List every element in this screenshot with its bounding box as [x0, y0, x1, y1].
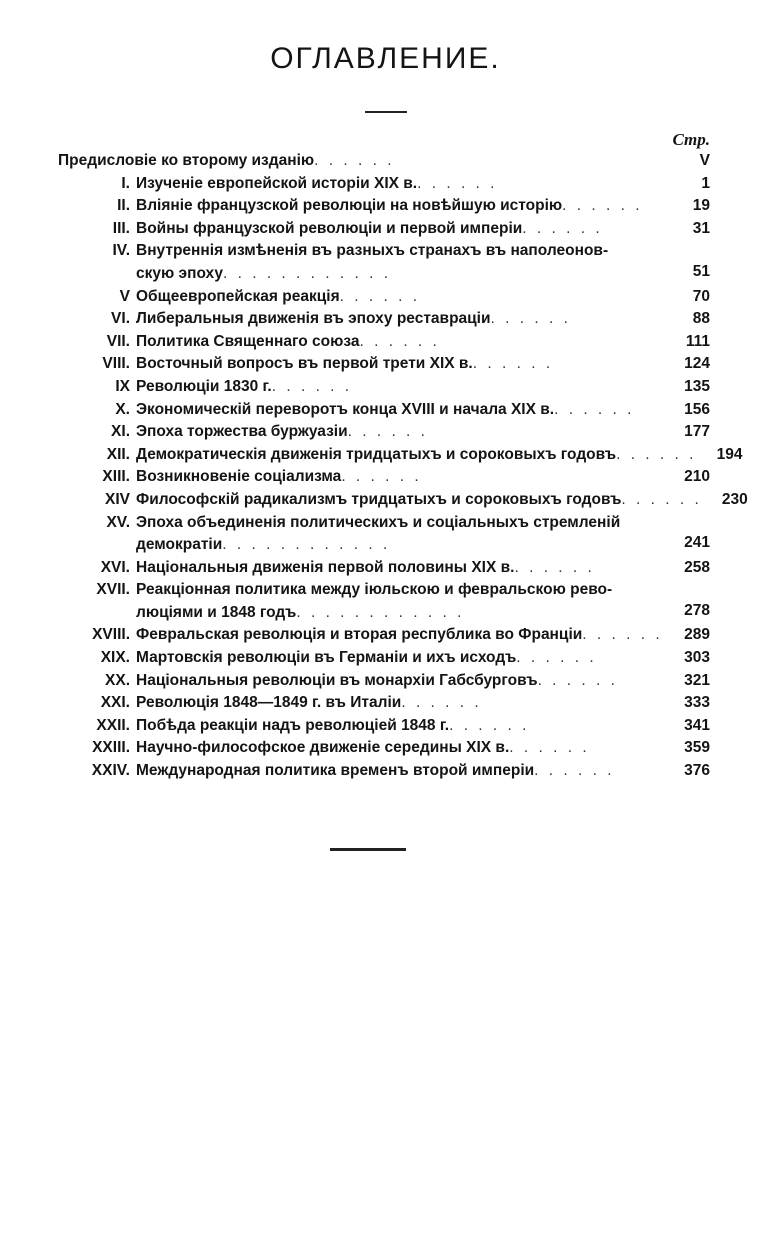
page-number: 303: [684, 649, 710, 667]
chapter-number: I.: [121, 174, 130, 192]
page-number: 333: [684, 694, 710, 712]
leader-dots: . . . . . .: [554, 400, 635, 418]
chapter-number: II.: [117, 197, 130, 215]
chapter-number: XVI.: [100, 558, 130, 576]
chapter-number: XXIII.: [92, 739, 130, 757]
leader-dots: . . . . . .: [339, 287, 420, 305]
chapter-title-block: [136, 760, 664, 783]
toc-entry: [58, 466, 710, 489]
end-divider: [330, 848, 406, 851]
title-divider: [365, 111, 407, 113]
chapter-title: Мартовскія революціи въ Германіи и ихъ исходъ: [136, 649, 517, 667]
leader-dots: . . . . . .: [472, 355, 554, 373]
chapter-title-block: [136, 737, 664, 760]
chapter-title-block: [136, 173, 664, 196]
leader-dots: . . . . . .: [417, 174, 498, 192]
chapter-title: Политика Священнаго союза: [136, 332, 360, 350]
toc-entry: [58, 444, 743, 467]
toc-entry: [58, 376, 710, 399]
leader-dots: . . . . . . . . . . . .: [222, 264, 392, 282]
leader-dots: . . . . . .: [341, 468, 422, 486]
chapter-title-block: [136, 399, 664, 422]
chapter-number: XIII.: [102, 468, 130, 486]
chapter-title: Февральская революція и вторая республика во Франціи: [136, 626, 583, 644]
chapter-title: Философскій радикализмъ тридцатыхъ и сороковыхъ годовъ: [136, 490, 622, 508]
chapter-title-block: [136, 624, 664, 647]
toc-entry: [58, 286, 710, 309]
page-number: 321: [684, 671, 710, 689]
leader-dots: . . . . . .: [514, 558, 595, 576]
chapter-title: Войны французской революціи и первой имперіи: [136, 219, 523, 237]
chapter-title: Общеевропейская реакція: [136, 287, 340, 305]
leader-dots: . . . . . .: [271, 377, 353, 395]
page-number: 1: [701, 174, 710, 192]
leader-dots: . . . . . .: [490, 310, 571, 328]
leader-dots: . . . . . . . . . . . .: [222, 536, 391, 554]
page-number: V: [699, 152, 710, 169]
leader-dots: . . . . . .: [516, 649, 597, 667]
chapter-title: Демократическія движенія тридцатыхъ и сороковыхъ годовъ: [136, 445, 617, 463]
page-number: 31: [692, 219, 710, 237]
page-number: 210: [684, 468, 710, 486]
chapter-title: Международная политика временъ второй имперіи: [136, 762, 535, 780]
toc-entry: [58, 331, 710, 354]
chapter-title: Революціи 1830 г.: [136, 377, 272, 395]
toc-entry: [58, 624, 710, 647]
toc-entry: [58, 670, 710, 693]
chapter-title-block: [136, 670, 664, 693]
toc-entry: [58, 715, 710, 738]
chapter-title-block: [136, 692, 664, 715]
chapter-number: XXIV.: [91, 762, 130, 780]
chapter-title-block: [58, 150, 664, 173]
chapter-number: V: [119, 287, 130, 305]
leader-dots: . . . . . .: [359, 332, 440, 350]
toc-entry: [58, 173, 710, 196]
chapter-title: Научно-философское движеніе середины XIX в.: [136, 739, 510, 757]
toc-entry: [58, 512, 710, 557]
chapter-number: XX.: [105, 671, 130, 689]
chapter-title: Побѣда реакціи надъ революціей 1848 г.: [136, 716, 450, 734]
leader-dots: . . . . . .: [534, 762, 615, 780]
page-number: 111: [685, 332, 710, 350]
leader-dots: . . . . . .: [522, 219, 603, 237]
chapter-title-continued: скую эпоху: [136, 264, 223, 282]
chapter-number: XVIII.: [92, 626, 130, 644]
chapter-title: Эпоха торжества буржуазіи: [136, 423, 348, 441]
chapter-title: Восточный вопросъ въ первой трети XIX в.: [136, 355, 473, 373]
toc-entry: [58, 760, 710, 783]
chapter-title-block: [136, 240, 664, 285]
page-number: 341: [684, 716, 710, 734]
toc-entry: [58, 421, 710, 444]
page-number: 289: [684, 626, 710, 644]
page-number: 258: [684, 558, 710, 576]
chapter-number: XXI.: [100, 694, 130, 712]
toc-entry: [58, 353, 710, 376]
chapter-number: XVII.: [96, 581, 130, 599]
page-number: 177: [684, 423, 710, 441]
chapter-title: Вліяніе французской революціи на новѣйшую исторію: [136, 197, 563, 215]
toc-entry: [58, 399, 710, 422]
page-title: ОГЛАВЛЕНИЕ.: [270, 42, 501, 75]
toc-entry: [58, 557, 710, 580]
chapter-title-block: [136, 512, 664, 557]
chapter-number: XI.: [111, 423, 130, 441]
chapter-title-block: [136, 557, 664, 580]
page-column-header: Стр.: [672, 130, 710, 149]
page-number: 19: [692, 197, 710, 215]
toc-entry: [58, 240, 710, 285]
toc-entry: [58, 692, 710, 715]
leader-dots: . . . . . .: [449, 716, 530, 734]
chapter-title-continued: люціями и 1848 годъ: [136, 603, 297, 621]
toc-entry: [58, 195, 710, 218]
page-number: 194: [716, 445, 743, 463]
chapter-title-block: [136, 421, 664, 444]
chapter-title: Либеральныя движенія въ эпоху реставраціи: [136, 310, 491, 328]
chapter-title: Національныя революціи въ монархіи Габсбурговъ: [136, 671, 538, 689]
toc-entry: [58, 647, 710, 670]
leader-dots: . . . . . .: [616, 445, 697, 463]
toc-entry: [58, 218, 710, 241]
chapter-number: XII.: [106, 445, 130, 463]
chapter-title-block: [136, 715, 664, 738]
chapter-title-block: [136, 444, 696, 467]
leader-dots: . . . . . .: [401, 694, 482, 712]
leader-dots: . . . . . . . . . . . .: [296, 603, 465, 621]
chapter-title-block: [136, 376, 664, 399]
toc-entry: [58, 489, 748, 512]
chapter-title: Экономическій переворотъ конца XVIII и начала XIX в.: [136, 400, 555, 418]
page-number: 278: [684, 601, 710, 619]
chapter-title: Возникновеніе соціализма: [136, 468, 342, 486]
chapter-title: Внутреннія измѣненія въ разныхъ странахъ въ наполеонов-: [136, 242, 609, 260]
leader-dots: . . . . . .: [562, 197, 643, 215]
page-number: 70: [692, 287, 710, 305]
toc-entry: [58, 579, 710, 624]
page-number: 230: [721, 490, 748, 508]
chapter-title-block: [136, 647, 664, 670]
chapter-title: Предисловіе ко второму изданію: [58, 152, 315, 169]
chapter-number: VI.: [111, 310, 130, 328]
chapter-title-block: [136, 579, 664, 624]
chapter-title: Революція 1848—1849 г. въ Италіи: [136, 694, 402, 712]
leader-dots: . . . . . .: [314, 152, 395, 169]
chapter-title: Реакціонная политика между іюльскою и февральскою рево-: [136, 581, 613, 599]
leader-dots: . . . . . .: [537, 671, 618, 689]
chapter-title-block: [136, 466, 664, 489]
toc-entry: [58, 150, 710, 173]
page-number: 51: [692, 262, 710, 280]
chapter-title-continued: демократіи: [136, 536, 223, 554]
page-number: 124: [684, 355, 710, 373]
chapter-number: III.: [112, 219, 130, 237]
chapter-number: VII.: [106, 332, 130, 350]
chapter-number: X.: [115, 400, 130, 418]
chapter-title: Эпоха объединенія политическихъ и соціальныхъ стремленій: [136, 513, 621, 531]
chapter-title-block: [136, 331, 664, 354]
chapter-title-block: [136, 286, 664, 309]
leader-dots: . . . . . .: [509, 739, 590, 757]
leader-dots: . . . . . .: [582, 626, 663, 644]
chapter-number: IV.: [112, 242, 130, 260]
chapter-number: XXII.: [96, 716, 130, 734]
leader-dots: . . . . . .: [347, 423, 428, 441]
page-number: 376: [684, 762, 710, 780]
page-number: 241: [684, 534, 710, 552]
toc-entry: [58, 308, 710, 331]
chapter-title-block: [136, 218, 664, 241]
chapter-title-block: [136, 195, 664, 218]
chapter-title-block: [136, 353, 664, 376]
toc-entry: [58, 737, 710, 760]
page-number: 156: [684, 400, 710, 418]
page-number: 88: [692, 310, 710, 328]
chapter-title: Національныя движенія первой половины XIX в.: [136, 558, 515, 576]
chapter-number: XIX.: [100, 649, 130, 667]
chapter-number: XV.: [106, 513, 130, 531]
chapter-number: IX: [115, 377, 130, 395]
chapter-title-block: [136, 489, 702, 512]
leader-dots: . . . . . .: [621, 490, 702, 508]
chapter-title-block: [136, 308, 664, 331]
page-number: 135: [684, 377, 710, 395]
page-number: 359: [684, 739, 710, 757]
chapter-title: Изученіе европейской исторіи XIX в.: [136, 174, 418, 192]
chapter-number: VIII.: [102, 355, 130, 373]
table-of-contents: [58, 150, 748, 783]
chapter-number: XIV: [105, 490, 130, 508]
